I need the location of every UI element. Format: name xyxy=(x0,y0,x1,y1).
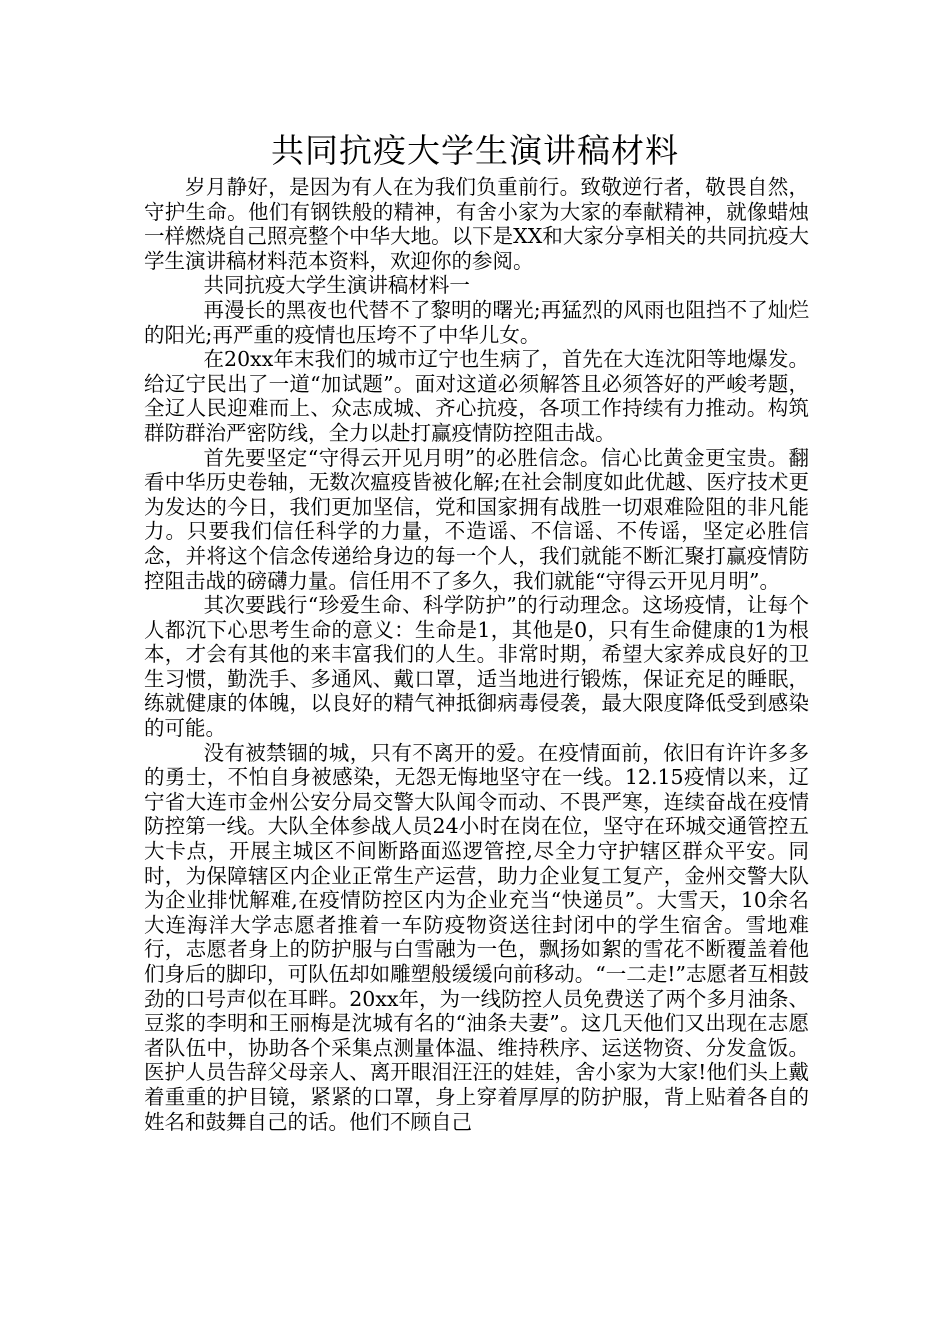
body-paragraph: 没有被禁锢的城，只有不离开的爱。在疫情面前，依旧有许许多多的勇士，不怕自身被感染，无怨无悔地坚守在一线。12.15疫情以来，辽宁省大连市金州公安分局交警大队闻令而动、不畏严寒，连续奋战在疫情防控第一线。大队全体参战人员24小时在岗在位，坚守在环城交通管控五大卡点，开展主城区不间断路面巡逻管控,尽全力守护辖区群众平安。同时，为保障辖区内企业正常生产运营，助力企业复工复产，金州交警大队为企业排忧解难,在疫情防控区内为企业充当“快递员”。大雪天，10余名大连海洋大学志愿者推着一车防疫物资送往封闭中的学生宿舍。雪地难行，志愿者身上的防护服与白雪融为一色，飘扬如絮的雪花不断覆盖着他们身后的脚印，可队伍却如雕塑般缓缓向前移动。“一二走!”志愿者互相鼓劲的口号声似在耳畔。20xx年，为一线防控人员免费送了两个多月油条、豆浆的李明和王丽梅是沈城有名的“油条夫妻”。这几天他们又出现在志愿者队伍中，协助各个采集点测量体温、维持秩序、运送物资、分发盒饭。医护人员告辞父母亲人、离开眼泪汪汪的娃娃，舍小家为大家!他们头上戴着重重的护目镜，紧紧的口罩，身上穿着厚厚的防护服，背上贴着各自的姓名和鼓舞自己的话。他们不顾自己 xyxy=(144,740,809,1134)
intro-paragraph: 岁月静好，是因为有人在为我们负重前行。致敬逆行者，敬畏自然，守护生命。他们有钢铁般的精神，有舍小家为大家的奉献精神，就像蜡烛一样燃烧自己照亮整个中华大地。以下是XX和大家分享相关的共同抗疫大学生演讲稿材料范本资料，欢迎你的参阅。 xyxy=(144,175,809,273)
body-paragraph: 再漫长的黑夜也代替不了黎明的曙光;再猛烈的风雨也阻挡不了灿烂的阳光;再严重的疫情也压垮不了中华儿女。 xyxy=(144,297,809,347)
body-paragraph: 其次要践行“珍爱生命、科学防护”的行动理念。这场疫情，让每个人都沉下心思考生命的意义：生命是1，其他是0，只有生命健康的1为根本，才会有其他的来丰富我们的人生。非常时期，希望大家养成良好的卫生习惯，勤洗手、多通风、戴口罩，适当地进行锻炼，保证充足的睡眠，练就健康的体魄，以良好的精气神抵御病毒侵袭，最大限度降低受到感染的可能。 xyxy=(144,593,809,741)
section-heading: 共同抗疫大学生演讲稿材料一 xyxy=(203,273,470,298)
body-paragraph: 在20xx年末我们的城市辽宁也生病了，首先在大连沈阳等地爆发。给辽宁民出了一道“加试题”。面对这道必须解答且必须答好的严峻考题，全辽人民迎难而上、众志成城、齐心抗疫，各项工作持续有力推动。构筑群防群治严密防线，全力以赴打赢疫情防控阻击战。 xyxy=(144,347,809,445)
document-body xyxy=(144,175,809,1134)
body-paragraph: 首先要坚定“守得云开见月明”的必胜信念。信心比黄金更宝贵。翻看中华历史卷轴，无数次瘟疫皆被化解;在社会制度如此优越、医疗技术更为发达的今日，我们更加坚信，党和国家拥有战胜一切艰难险阻的非凡能力。只要我们信任科学的力量，不造谣、不信谣、不传谣，坚定必胜信念，并将这个信念传递给身边的每一个人，我们就能不断汇聚打赢疫情防控阻击战的磅礴力量。信任用不了多久，我们就能“守得云开见月明”。 xyxy=(144,445,809,593)
document-title: 共同抗疫大学生演讲稿材料 xyxy=(271,131,679,170)
